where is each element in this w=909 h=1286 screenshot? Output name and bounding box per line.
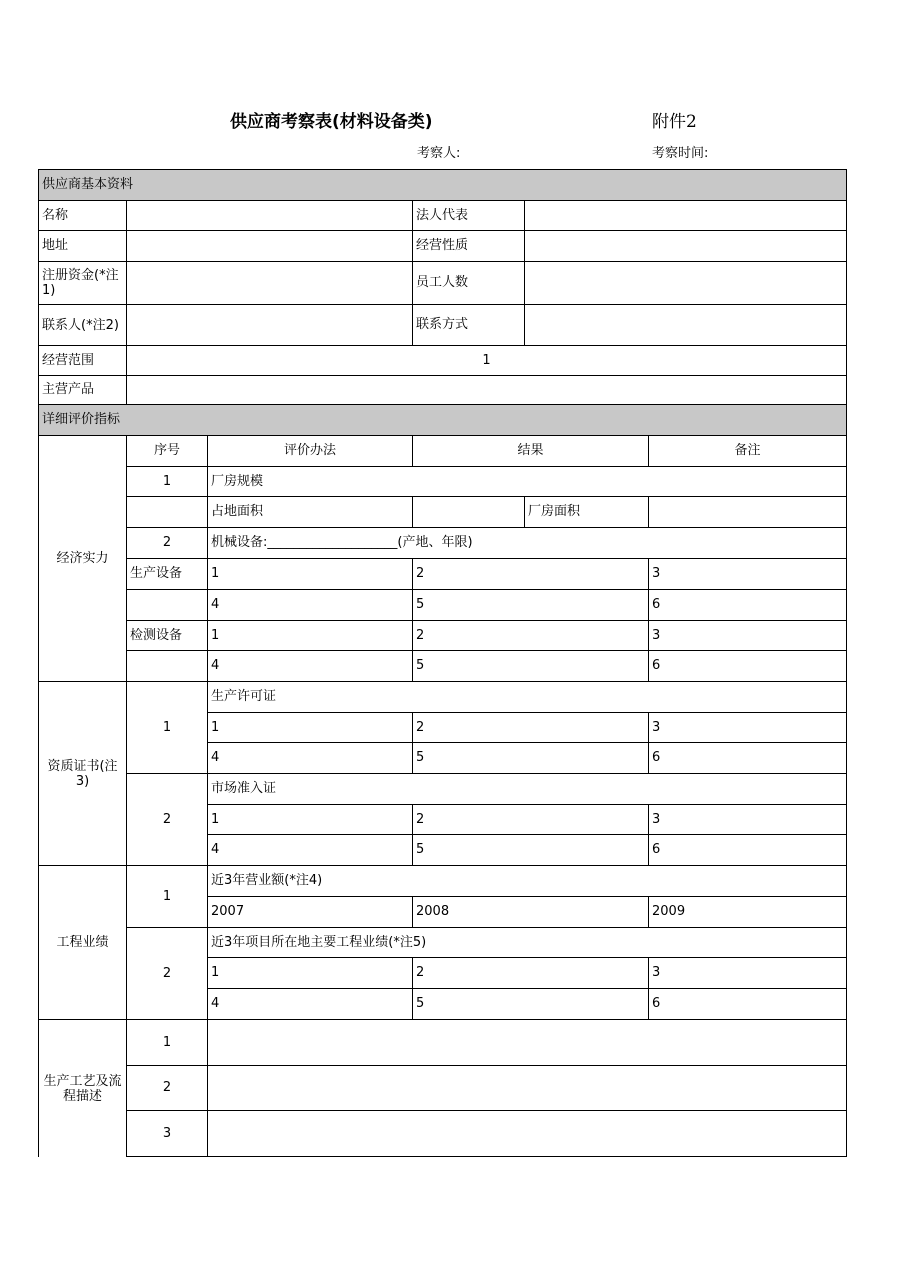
equipment-cell[interactable]: 4: [207, 589, 413, 621]
reg-capital-label: 注册资金(*注1): [38, 261, 127, 305]
testing-equipment-label: 检测设备: [126, 620, 208, 651]
business-nature-field[interactable]: [524, 230, 847, 262]
employees-label: 员工人数: [412, 261, 525, 305]
license-cell[interactable]: 3: [648, 712, 847, 743]
equipment-cell[interactable]: 1: [207, 558, 413, 590]
equipment-cell[interactable]: 2: [412, 558, 649, 590]
legal-rep-field[interactable]: [524, 200, 847, 231]
legal-rep-label: 法人代表: [412, 200, 525, 231]
empty-cell: [126, 496, 208, 528]
contact-method-label: 联系方式: [412, 304, 525, 346]
inspect-time-label: 考察时间:: [652, 146, 709, 161]
reg-capital-field[interactable]: [126, 261, 413, 305]
project-cell[interactable]: 3: [648, 957, 847, 989]
plant-scale-label: 厂房规模: [207, 466, 847, 497]
plant-area-label: 厂房面积: [524, 496, 649, 528]
inspector-label: 考察人:: [417, 146, 461, 161]
row-no: 2: [126, 527, 208, 559]
address-field[interactable]: [126, 230, 413, 262]
row-no: 2: [126, 773, 208, 866]
revenue-3y-label: 近3年营业额(*注4): [207, 865, 847, 897]
name-label: 名称: [38, 200, 127, 231]
row-no: 1: [126, 1019, 208, 1066]
equipment-cell[interactable]: 2: [412, 620, 649, 651]
empty-cell: [126, 589, 208, 621]
page-title: 供应商考察表(材料设备类): [230, 112, 433, 132]
row-no: 1: [126, 466, 208, 497]
contact-method-field[interactable]: [524, 304, 847, 346]
col-header-result: 结果: [412, 435, 649, 467]
equipment-cell[interactable]: 4: [207, 650, 413, 682]
equipment-cell[interactable]: 3: [648, 558, 847, 590]
machinery-label: 机械设备:____________________(产地、年限): [207, 527, 847, 559]
col-header-method: 评价办法: [207, 435, 413, 467]
license-cell[interactable]: 6: [648, 742, 847, 774]
row-no: 2: [126, 927, 208, 1020]
row-no: 1: [126, 865, 208, 928]
license-cell[interactable]: 2: [412, 712, 649, 743]
employees-field[interactable]: [524, 261, 847, 305]
market-access-cell[interactable]: 2: [412, 804, 649, 835]
license-cell[interactable]: 4: [207, 742, 413, 774]
project-cell[interactable]: 1: [207, 957, 413, 989]
section-basic-info: 供应商基本资料: [38, 169, 847, 201]
market-access-label: 市场准入证: [207, 773, 847, 805]
project-cell[interactable]: 5: [412, 988, 649, 1020]
production-equipment-label: 生产设备: [126, 558, 208, 590]
production-license-label: 生产许可证: [207, 681, 847, 713]
market-access-cell[interactable]: 4: [207, 834, 413, 866]
empty-cell: [126, 650, 208, 682]
equipment-cell[interactable]: 5: [412, 589, 649, 621]
col-header-no: 序号: [126, 435, 208, 467]
col-header-remark: 备注: [648, 435, 847, 467]
business-scope-label: 经营范围: [38, 345, 127, 376]
plant-area-field[interactable]: [648, 496, 847, 528]
process-description-field[interactable]: [207, 1019, 847, 1066]
row-no: 2: [126, 1065, 208, 1111]
row-no: 3: [126, 1110, 208, 1157]
main-products-label: 主营产品: [38, 375, 127, 405]
contact-field[interactable]: [126, 304, 413, 346]
category-economic: 经济实力: [38, 435, 127, 682]
process-description-field[interactable]: [207, 1065, 847, 1111]
equipment-cell[interactable]: 6: [648, 589, 847, 621]
projects-3y-label: 近3年项目所在地主要工程业绩(*注5): [207, 927, 847, 958]
row-no: 1: [126, 681, 208, 774]
category-process: 生产工艺及流程描述: [38, 1019, 127, 1157]
market-access-cell[interactable]: 6: [648, 834, 847, 866]
address-label: 地址: [38, 230, 127, 262]
project-cell[interactable]: 6: [648, 988, 847, 1020]
process-description-field[interactable]: [207, 1110, 847, 1157]
category-qualification: 资质证书(注3): [38, 681, 127, 866]
revenue-year-cell[interactable]: 2008: [412, 896, 649, 928]
license-cell[interactable]: 5: [412, 742, 649, 774]
revenue-year-cell[interactable]: 2007: [207, 896, 413, 928]
attachment-label: 附件2: [652, 112, 697, 132]
equipment-cell[interactable]: 3: [648, 620, 847, 651]
main-products-field[interactable]: [126, 375, 847, 405]
market-access-cell[interactable]: 1: [207, 804, 413, 835]
section-detail-indicators: 详细评价指标: [38, 404, 847, 436]
project-cell[interactable]: 2: [412, 957, 649, 989]
equipment-cell[interactable]: 5: [412, 650, 649, 682]
business-scope-field[interactable]: 1: [126, 345, 847, 376]
category-performance: 工程业绩: [38, 865, 127, 1020]
revenue-year-cell[interactable]: 2009: [648, 896, 847, 928]
license-cell[interactable]: 1: [207, 712, 413, 743]
equipment-cell[interactable]: 6: [648, 650, 847, 682]
project-cell[interactable]: 4: [207, 988, 413, 1020]
market-access-cell[interactable]: 5: [412, 834, 649, 866]
contact-label: 联系人(*注2): [38, 304, 127, 346]
business-nature-label: 经营性质: [412, 230, 525, 262]
equipment-cell[interactable]: 1: [207, 620, 413, 651]
market-access-cell[interactable]: 3: [648, 804, 847, 835]
land-area-field[interactable]: [412, 496, 525, 528]
land-area-label: 占地面积: [207, 496, 413, 528]
name-field[interactable]: [126, 200, 413, 231]
